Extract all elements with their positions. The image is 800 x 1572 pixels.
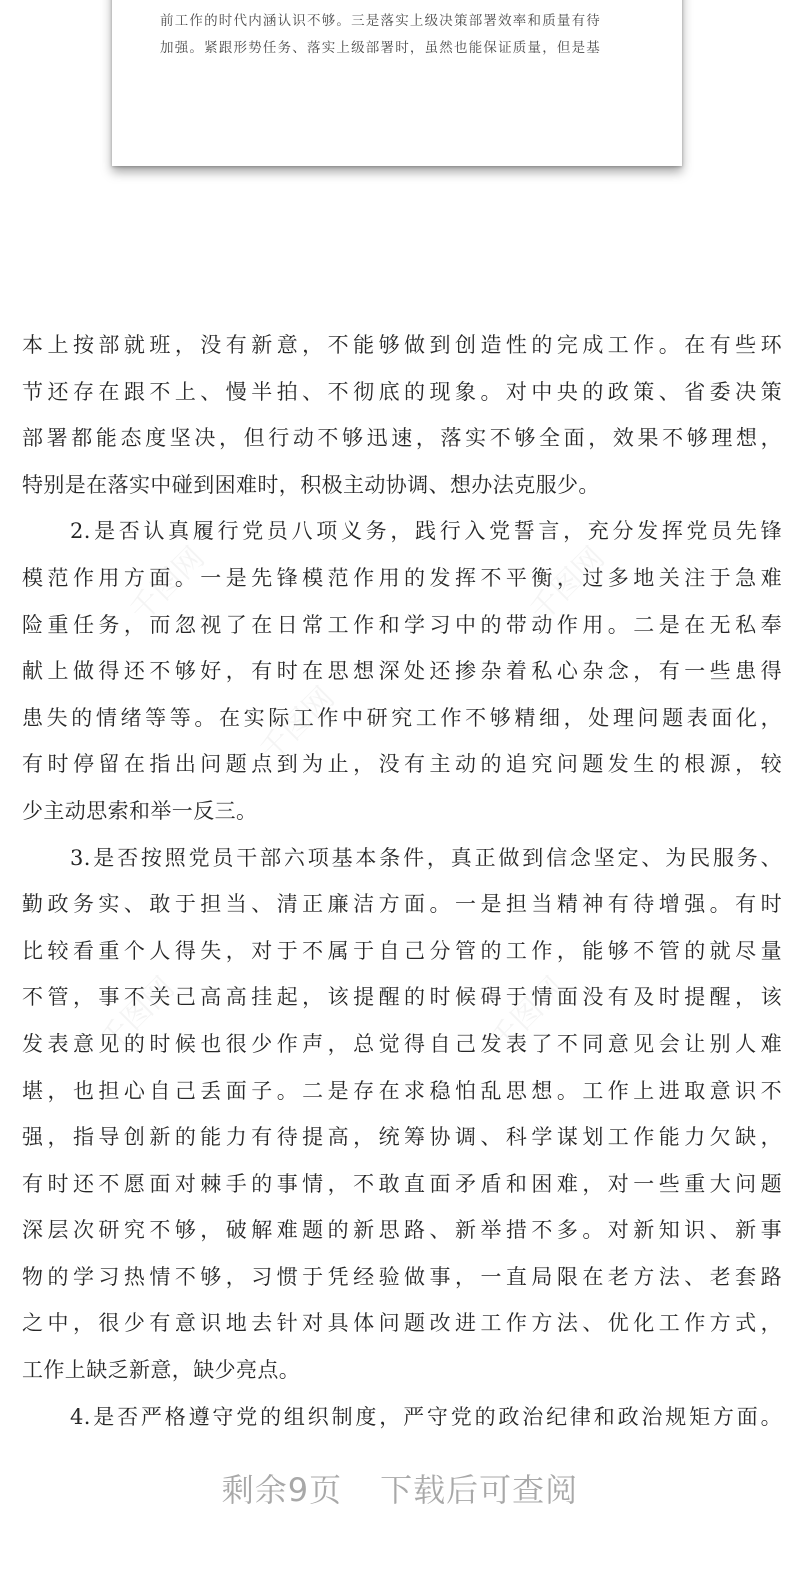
paragraph-line: 2.是否认真履行党员八项义务，践行入党誓言，充分发挥党员先锋 <box>70 519 782 544</box>
paragraph-line: 节还存在跟不上、慢半拍、不彻底的现象。对中央的政策、省委决策 <box>22 379 782 404</box>
paragraph-line: 工作上缺乏新意，缺少亮点。 <box>22 1358 301 1383</box>
paragraph-line: 3.是否按照党员干部六项基本条件，真正做到信念坚定、为民服务、 <box>70 845 782 870</box>
paragraph-line: 部署都能态度坚决，但行动不够迅速，落实不够全面，效果不够理想， <box>22 426 782 451</box>
watermark: 千图网 <box>123 540 212 629</box>
watermark: 千图网 <box>93 970 182 1059</box>
remaining-pages-label: 剩余9页 <box>221 1471 343 1509</box>
paragraph-line: 比较看重个人得失，对于不属于自己分管的工作，能够不管的就尽量 <box>22 938 782 963</box>
paragraph-line: 患失的情绪等等。在实际工作中研究工作不够精细，处理问题表面化， <box>22 705 782 730</box>
paragraph-line: 险重任务，而忽视了在日常工作和学习中的带动作用。二是在无私奉 <box>22 612 782 637</box>
download-prompt-label[interactable]: 下载后可查阅 <box>380 1471 579 1509</box>
paragraph-line: 有时停留在指出问题点到为止，没有主动的追究问题发生的根源，较 <box>22 752 782 777</box>
paragraph-line: 发表意见的时候也很少作声，总觉得自己发表了不同意见会让别人难 <box>22 1031 782 1056</box>
watermark: 千图网 <box>523 540 612 629</box>
paragraph-line: 少主动思索和举一反三。 <box>22 798 258 823</box>
previous-page-card <box>112 0 682 166</box>
paragraph-line: 特别是在落实中碰到困难时，积极主动协调、想办法克服少。 <box>22 472 600 497</box>
paragraph-line: 堪，也担心自己丢面子。二是存在求稳怕乱思想。工作上进取意识不 <box>22 1078 782 1103</box>
paragraph-line: 4.是否严格遵守党的组织制度，严守党的政治纪律和政治规矩方面。 <box>70 1404 782 1429</box>
paragraph-line: 深层次研究不够，破解难题的新思路、新举措不多。对新知识、新事 <box>22 1218 782 1243</box>
watermark: 千图网 <box>483 970 572 1059</box>
paragraph-line: 物的学习热情不够，习惯于凭经验做事，一直局限在老方法、老套路 <box>22 1264 782 1289</box>
remaining-pages-banner[interactable] <box>0 1465 800 1511</box>
paragraph-line: 有时还不愿面对棘手的事情，不敢直面矛盾和困难，对一些重大问题 <box>22 1171 782 1196</box>
paragraph-line: 之中，很少有意识地去针对具体问题改进工作方法、优化工作方式， <box>22 1311 782 1336</box>
paragraph-line: 模范作用方面。一是先锋模范作用的发挥不平衡，过多地关注于急难 <box>22 565 782 590</box>
paragraph-line: 强，指导创新的能力有待提高，统筹协调、科学谋划工作能力欠缺， <box>22 1125 782 1150</box>
paragraph-line: 本上按部就班，没有新意，不能够做到创造性的完成工作。在有些环 <box>22 333 782 357</box>
preview-line-2: 加强。紧跟形势任务、落实上级部署时，虽然也能保证质量，但是基 <box>160 40 601 56</box>
paragraph-line: 不管，事不关己高高挂起，该提醒的时候碍于情面没有及时提醒，该 <box>22 985 782 1010</box>
document-body <box>22 322 782 1440</box>
paragraph-line: 勤政务实、敢于担当、清正廉洁方面。一是担当精神有待增强。有时 <box>22 892 782 917</box>
paragraph-line: 献上做得还不够好，有时在思想深处还掺杂着私心杂念，有一些患得 <box>22 659 782 684</box>
preview-line-1: 前工作的时代内涵认识不够。三是落实上级决策部署效率和质量有待 <box>160 13 601 29</box>
watermark: 千图网 <box>253 680 342 769</box>
